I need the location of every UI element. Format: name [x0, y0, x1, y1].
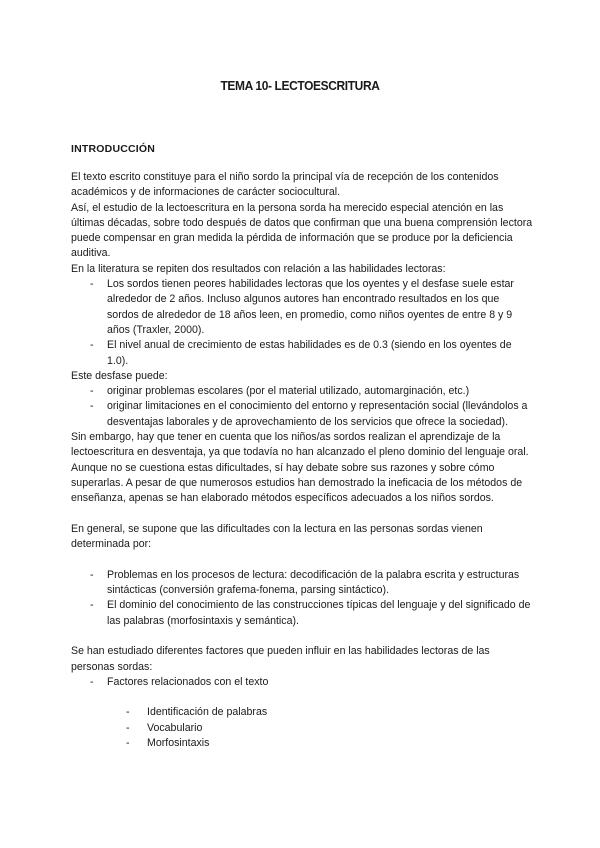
- paragraph: Aunque no se cuestiona estas dificultades, sí hay debate sobre sus razones y sobre cómo superarlas. A pesar de que numerosos estudios han demostrado la ineficacia de los métodos de enseñanza, apenas se han elaborado métodos específicos adecuados a los niños sordos.: [71, 461, 523, 505]
- dash-bullet: -: [90, 278, 94, 291]
- texto-factors-list: [71, 705, 533, 751]
- paragraph: Este desfase puede:: [71, 369, 168, 382]
- section-heading: INTRODUCCIÓN: [71, 143, 156, 155]
- list-item: - Factores relacionados con el texto: [71, 675, 533, 690]
- list-item: - Morfosintaxis: [71, 736, 533, 751]
- dash-bullet: -: [126, 721, 130, 734]
- dash-bullet: -: [90, 385, 94, 398]
- list-item: - El dominio del conocimiento de las construcciones típicas del lenguaje y del significado de las palabras (morfosintaxis y semántica).: [90, 599, 531, 627]
- dash-bullet: -: [90, 599, 94, 612]
- results-list: [71, 277, 533, 369]
- list-item: - originar limitaciones en el conocimiento del entorno y representación social (llevándolos a desventajas laborales y de aprovechamiento de los servicios que ofrece la sociedad).: [90, 400, 528, 428]
- list-item: - originar problemas escolares (por el material utilizado, automarginación, etc.): [71, 384, 533, 399]
- factores-list: [71, 675, 533, 690]
- paragraph: En la literatura se repiten dos resultados con relación a las habilidades lectoras:: [71, 262, 446, 275]
- dash-bullet: -: [90, 675, 94, 688]
- list-item: - El nivel anual de crecimiento de estas habilidades es de 0.3 (siendo en los oyentes de 1.0).: [90, 339, 512, 367]
- dash-bullet: -: [90, 400, 94, 413]
- desfase-list: [71, 384, 533, 430]
- list-item: - Los sordos tienen peores habilidades lectoras que los oyentes y el desfase suele estar alrededor de 2 años. Incluso algunos autores han encontrado resultados en los que sordos de alrededor de 18 años leen, en promedio, como niños oyentes de entre 8 y 9 años (Traxler, 2000).: [90, 278, 514, 336]
- paragraph: Se han estudiado diferentes factores que pueden influir en las habilidades lectoras de las personas sordas:: [71, 645, 490, 673]
- paragraph: Así, el estudio de la lectoescritura en la persona sorda ha merecido especial atención en las últimas décadas, sobre todo después de datos que confirman que una buena comprensión lectora puede compensar en gran medida la pérdida de información que se produce por la deficiencia auditiva.: [71, 201, 533, 260]
- paragraph: Sin embargo, hay que tener en cuenta que los niños/as sordos realizan el aprendizaje de la lectoescritura en desventaja, ya que todavía no han alcanzado el pleno dominio del lenguaje oral.: [71, 431, 529, 459]
- paragraph: El texto escrito constituye para el niño sordo la principal vía de recepción de los contenidos académicos y de informaciones de carácter sociocultural.: [71, 171, 499, 199]
- list-item: - Problemas en los procesos de lectura: decodificación de la palabra escrita y estructuras sintácticas (conversión grafema-fonema, parsing sintáctico).: [90, 568, 520, 597]
- dificultades-list: [71, 568, 533, 629]
- dash-bullet: -: [126, 736, 130, 749]
- list-item: - Vocabulario: [71, 721, 533, 736]
- dash-bullet: -: [90, 339, 94, 352]
- page-title: TEMA 10- LECTOESCRITURA: [220, 78, 380, 93]
- dash-bullet: -: [90, 568, 94, 581]
- body-text: [71, 170, 533, 751]
- paragraph: En general, se supone que las dificultades con la lectura en las personas sordas vienen determinada por:: [71, 522, 483, 551]
- dash-bullet: -: [126, 706, 130, 719]
- list-item: - Identificación de palabras: [71, 705, 533, 720]
